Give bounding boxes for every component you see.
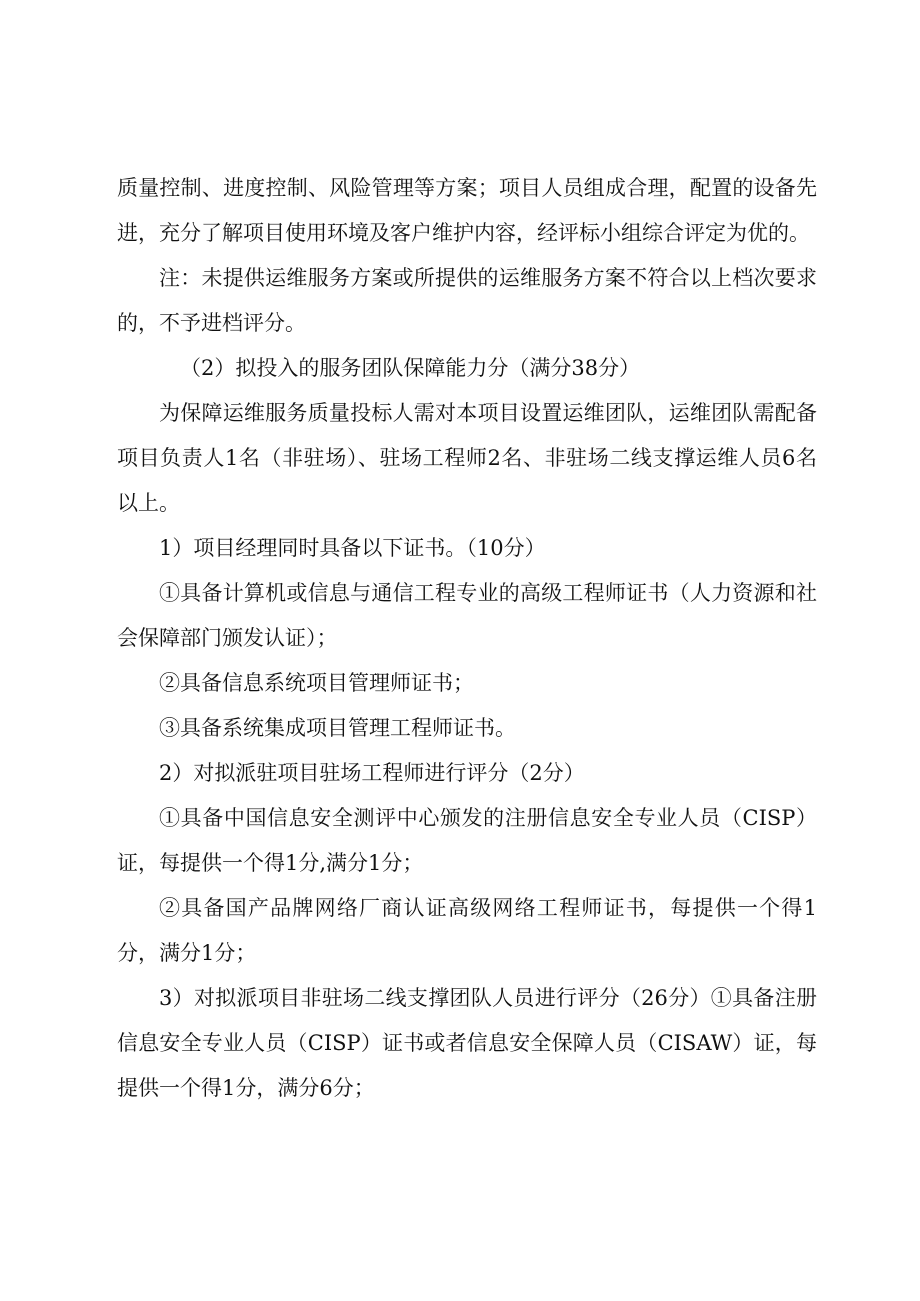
paragraph-quality-control: 质量控制、进度控制、风险管理等方案；项目人员组成合理，配置的设备先进，充分了解项目使用环境及客户维护内容，经评标小组综合评定为优的。 (117, 176, 817, 245)
item-pm-cert-1: ①具备计算机或信息与通信工程专业的高级工程师证书（人力资源和社会保障部门颁发认证）； (117, 581, 817, 650)
item-onsite-engineer: 2）对拟派驻项目驻场工程师进行评分（2分） (159, 761, 585, 785)
item-second-line-team: 3）对拟派项目非驻场二线支撑团队人员进行评分（26分）①具备注册信息安全专业人员（CISP）证书或者信息安全保障人员（CISAW）证，每提供一个得1分，满分6分； (117, 986, 817, 1100)
item-project-manager: 1）项目经理同时具备以下证书。（10分） (159, 536, 546, 560)
item-pm-cert-3: ③具备系统集成项目管理工程师证书。 (159, 716, 516, 740)
paragraph-note: 注：未提供运维服务方案或所提供的运维服务方案不符合以上档次要求的，不予进档评分。 (117, 266, 817, 335)
document-body (117, 166, 817, 1111)
paragraph-team-requirements: 为保障运维服务质量投标人需对本项目设置运维团队，运维团队需配备项目负责人1名（非驻场）、驻场工程师2名、非驻场二线支撑运维人员6名以上。 (117, 401, 817, 515)
item-onsite-cert-1: ①具备中国信息安全测评中心颁发的注册信息安全专业人员（CISP）证，每提供一个得1分,满分1分； (117, 806, 817, 875)
item-onsite-cert-2: ②具备国产品牌网络厂商认证高级网络工程师证书，每提供一个得1分，满分1分； (117, 896, 817, 965)
item-pm-cert-2: ②具备信息系统项目管理师证书； (159, 671, 474, 695)
section-heading-team-capability: （2）拟投入的服务团队保障能力分（满分38分） (180, 356, 641, 380)
